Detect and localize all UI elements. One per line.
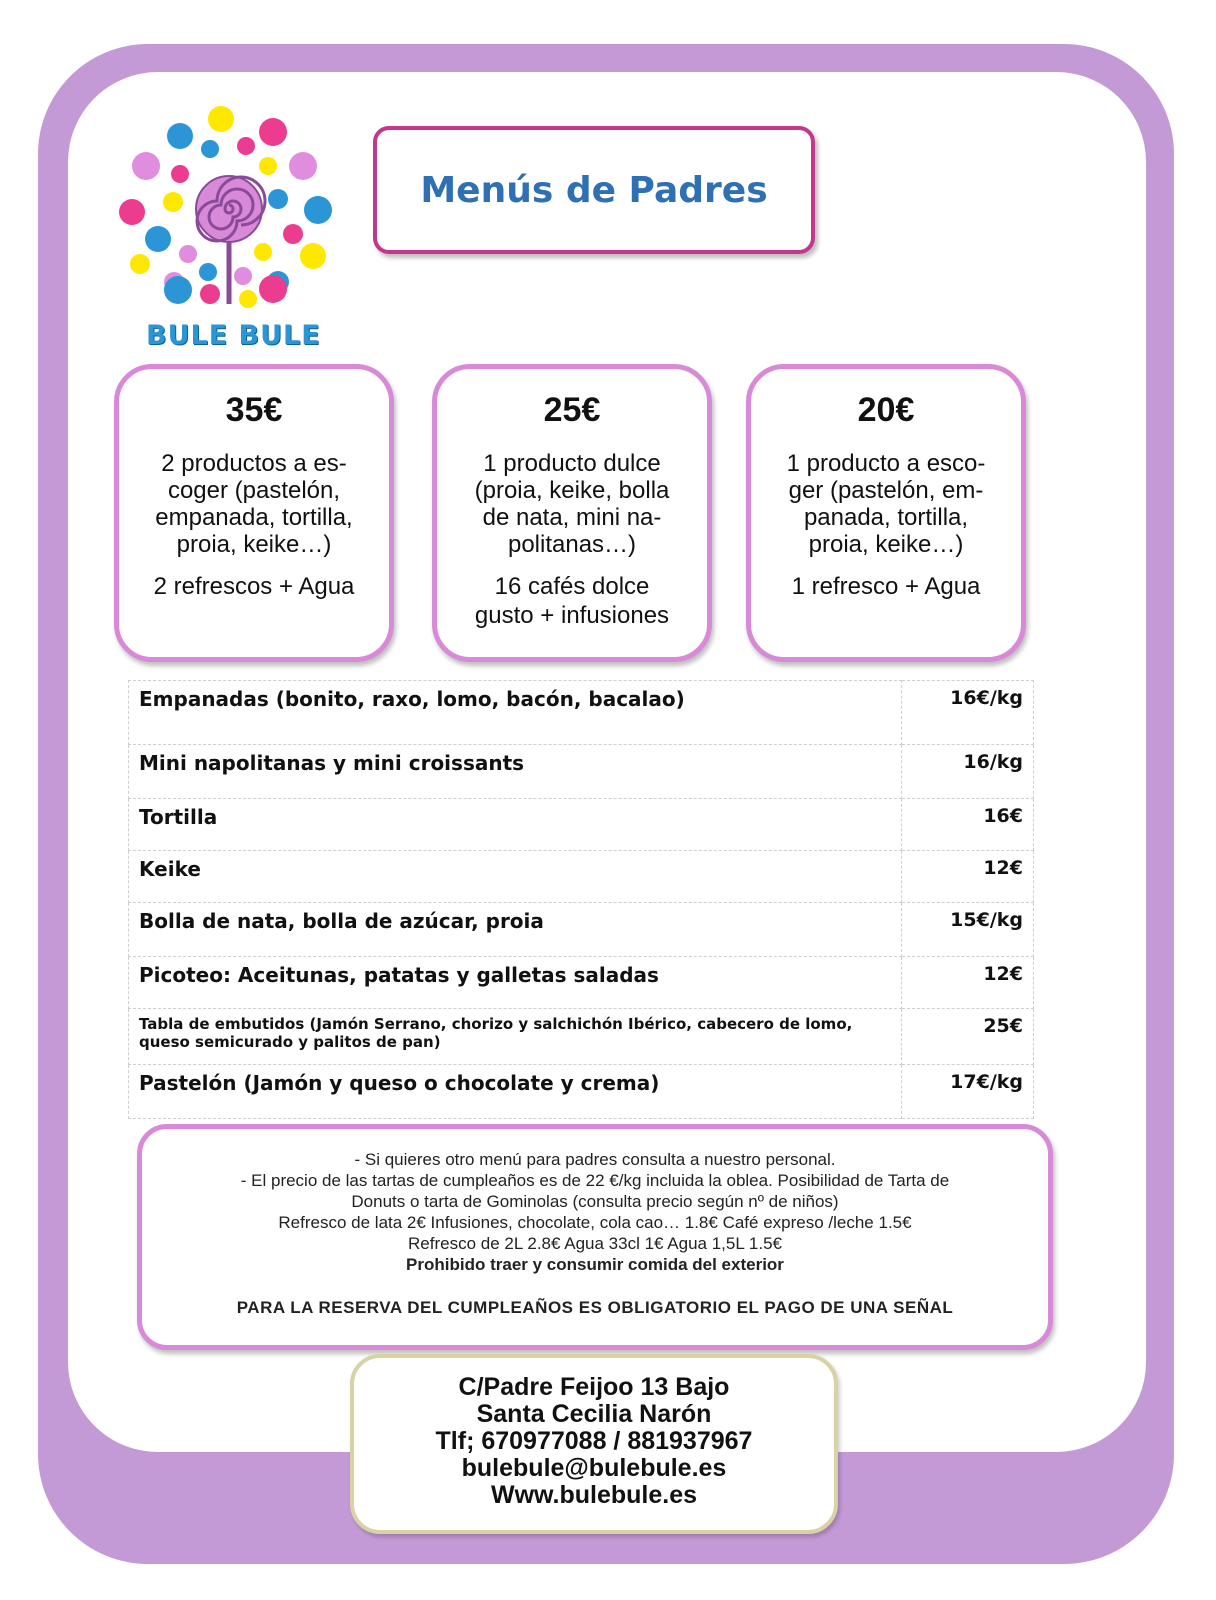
menu-drinks: 16 cafés dolce gusto + infusiones	[474, 573, 670, 629]
item-price: 16€/kg	[902, 681, 1034, 745]
table-row	[129, 903, 1034, 957]
item-price: 15€/kg	[902, 903, 1034, 957]
menu-card-35	[114, 364, 394, 662]
reservation-notice: PARA LA RESERVA DEL CUMPLEAÑOS ES OBLIGATORIO EL PAGO DE UNA SEÑAL	[236, 1298, 954, 1317]
menu-card-25	[432, 364, 712, 662]
item-price: 25€	[902, 1009, 1034, 1065]
item-name: Tortilla	[129, 799, 902, 851]
price-list-table	[128, 680, 1034, 1119]
note-line: - El precio de las tartas de cumpleaños es de 22 €/kg incluida la oblea. Posibilidad de Tarta de	[240, 1171, 950, 1190]
menu-description: 1 producto a esco- ger (pastelón, em- panada, tortilla, proia, keike…)	[786, 450, 986, 558]
item-name: Picoteo: Aceitunas, patatas y galletas saladas	[129, 957, 902, 1009]
table-row	[129, 957, 1034, 1009]
menu-drinks: 2 refrescos + Agua	[153, 573, 355, 600]
menu-drinks: 1 refresco + Agua	[791, 573, 981, 600]
contact-city: Santa Cecilia Narón	[476, 1400, 712, 1428]
contact-email[interactable]: bulebule@bulebule.es	[461, 1454, 727, 1482]
contact-website[interactable]: Www.bulebule.es	[490, 1481, 698, 1509]
note-line: Refresco de lata 2€ Infusiones, chocolate, cola cao… 1.8€ Café expreso /leche 1.5€	[278, 1213, 912, 1232]
contact-address: C/Padre Feijoo 13 Bajo	[458, 1373, 730, 1401]
menu-card-20	[746, 364, 1026, 662]
item-price: 17€/kg	[902, 1065, 1034, 1119]
note-line: Refresco de 2L 2.8€ Agua 33cl 1€ Agua 1,5L 1.5€	[408, 1234, 782, 1253]
table-row	[129, 1065, 1034, 1119]
note-line-bold: Prohibido traer y consumir comida del exterior	[406, 1255, 784, 1274]
item-price: 16/kg	[902, 745, 1034, 799]
title-box	[373, 126, 815, 254]
table-row	[129, 745, 1034, 799]
page-title: Menús de Padres	[420, 169, 768, 211]
item-name: Pastelón (Jamón y queso o chocolate y crema)	[129, 1065, 902, 1119]
item-price: 12€	[902, 957, 1034, 1009]
table-row	[129, 1009, 1034, 1065]
table-row	[129, 851, 1034, 903]
item-name: Keike	[129, 851, 902, 903]
lollipop-logo-icon	[118, 104, 348, 354]
contact-box	[350, 1354, 838, 1534]
contact-phone: Tlf; 670977088 / 881937967	[435, 1427, 753, 1455]
note-line: - Si quieres otro menú para padres consulta a nuestro personal.	[354, 1150, 836, 1169]
item-price: 16€	[902, 799, 1034, 851]
table-row	[129, 681, 1034, 745]
item-name: Bolla de nata, bolla de azúcar, proia	[129, 903, 902, 957]
item-price: 12€	[902, 851, 1034, 903]
item-name: Tabla de embutidos (Jamón Serrano, chorizo y salchichón Ibérico, cabecero de lomo, queso semicurado y palitos de pan)	[129, 1009, 902, 1065]
menu-price: 35€	[225, 391, 283, 429]
item-name: Empanadas (bonito, raxo, lomo, bacón, bacalao)	[129, 681, 902, 745]
table-row	[129, 799, 1034, 851]
menu-price: 25€	[543, 391, 601, 429]
menu-description: 1 producto dulce (proia, keike, bolla de nata, mini na- politanas…)	[474, 450, 670, 558]
item-name: Mini napolitanas y mini croissants	[129, 745, 902, 799]
menu-price: 20€	[857, 391, 915, 429]
note-line: Donuts o tarta de Gominolas (consulta precio según nº de niños)	[351, 1192, 839, 1211]
brand-name: BULE BULE	[146, 320, 321, 351]
notes-box	[137, 1124, 1053, 1350]
menu-description: 2 productos a es- coger (pastelón, empanada, tortilla, proia, keike…)	[155, 450, 353, 558]
